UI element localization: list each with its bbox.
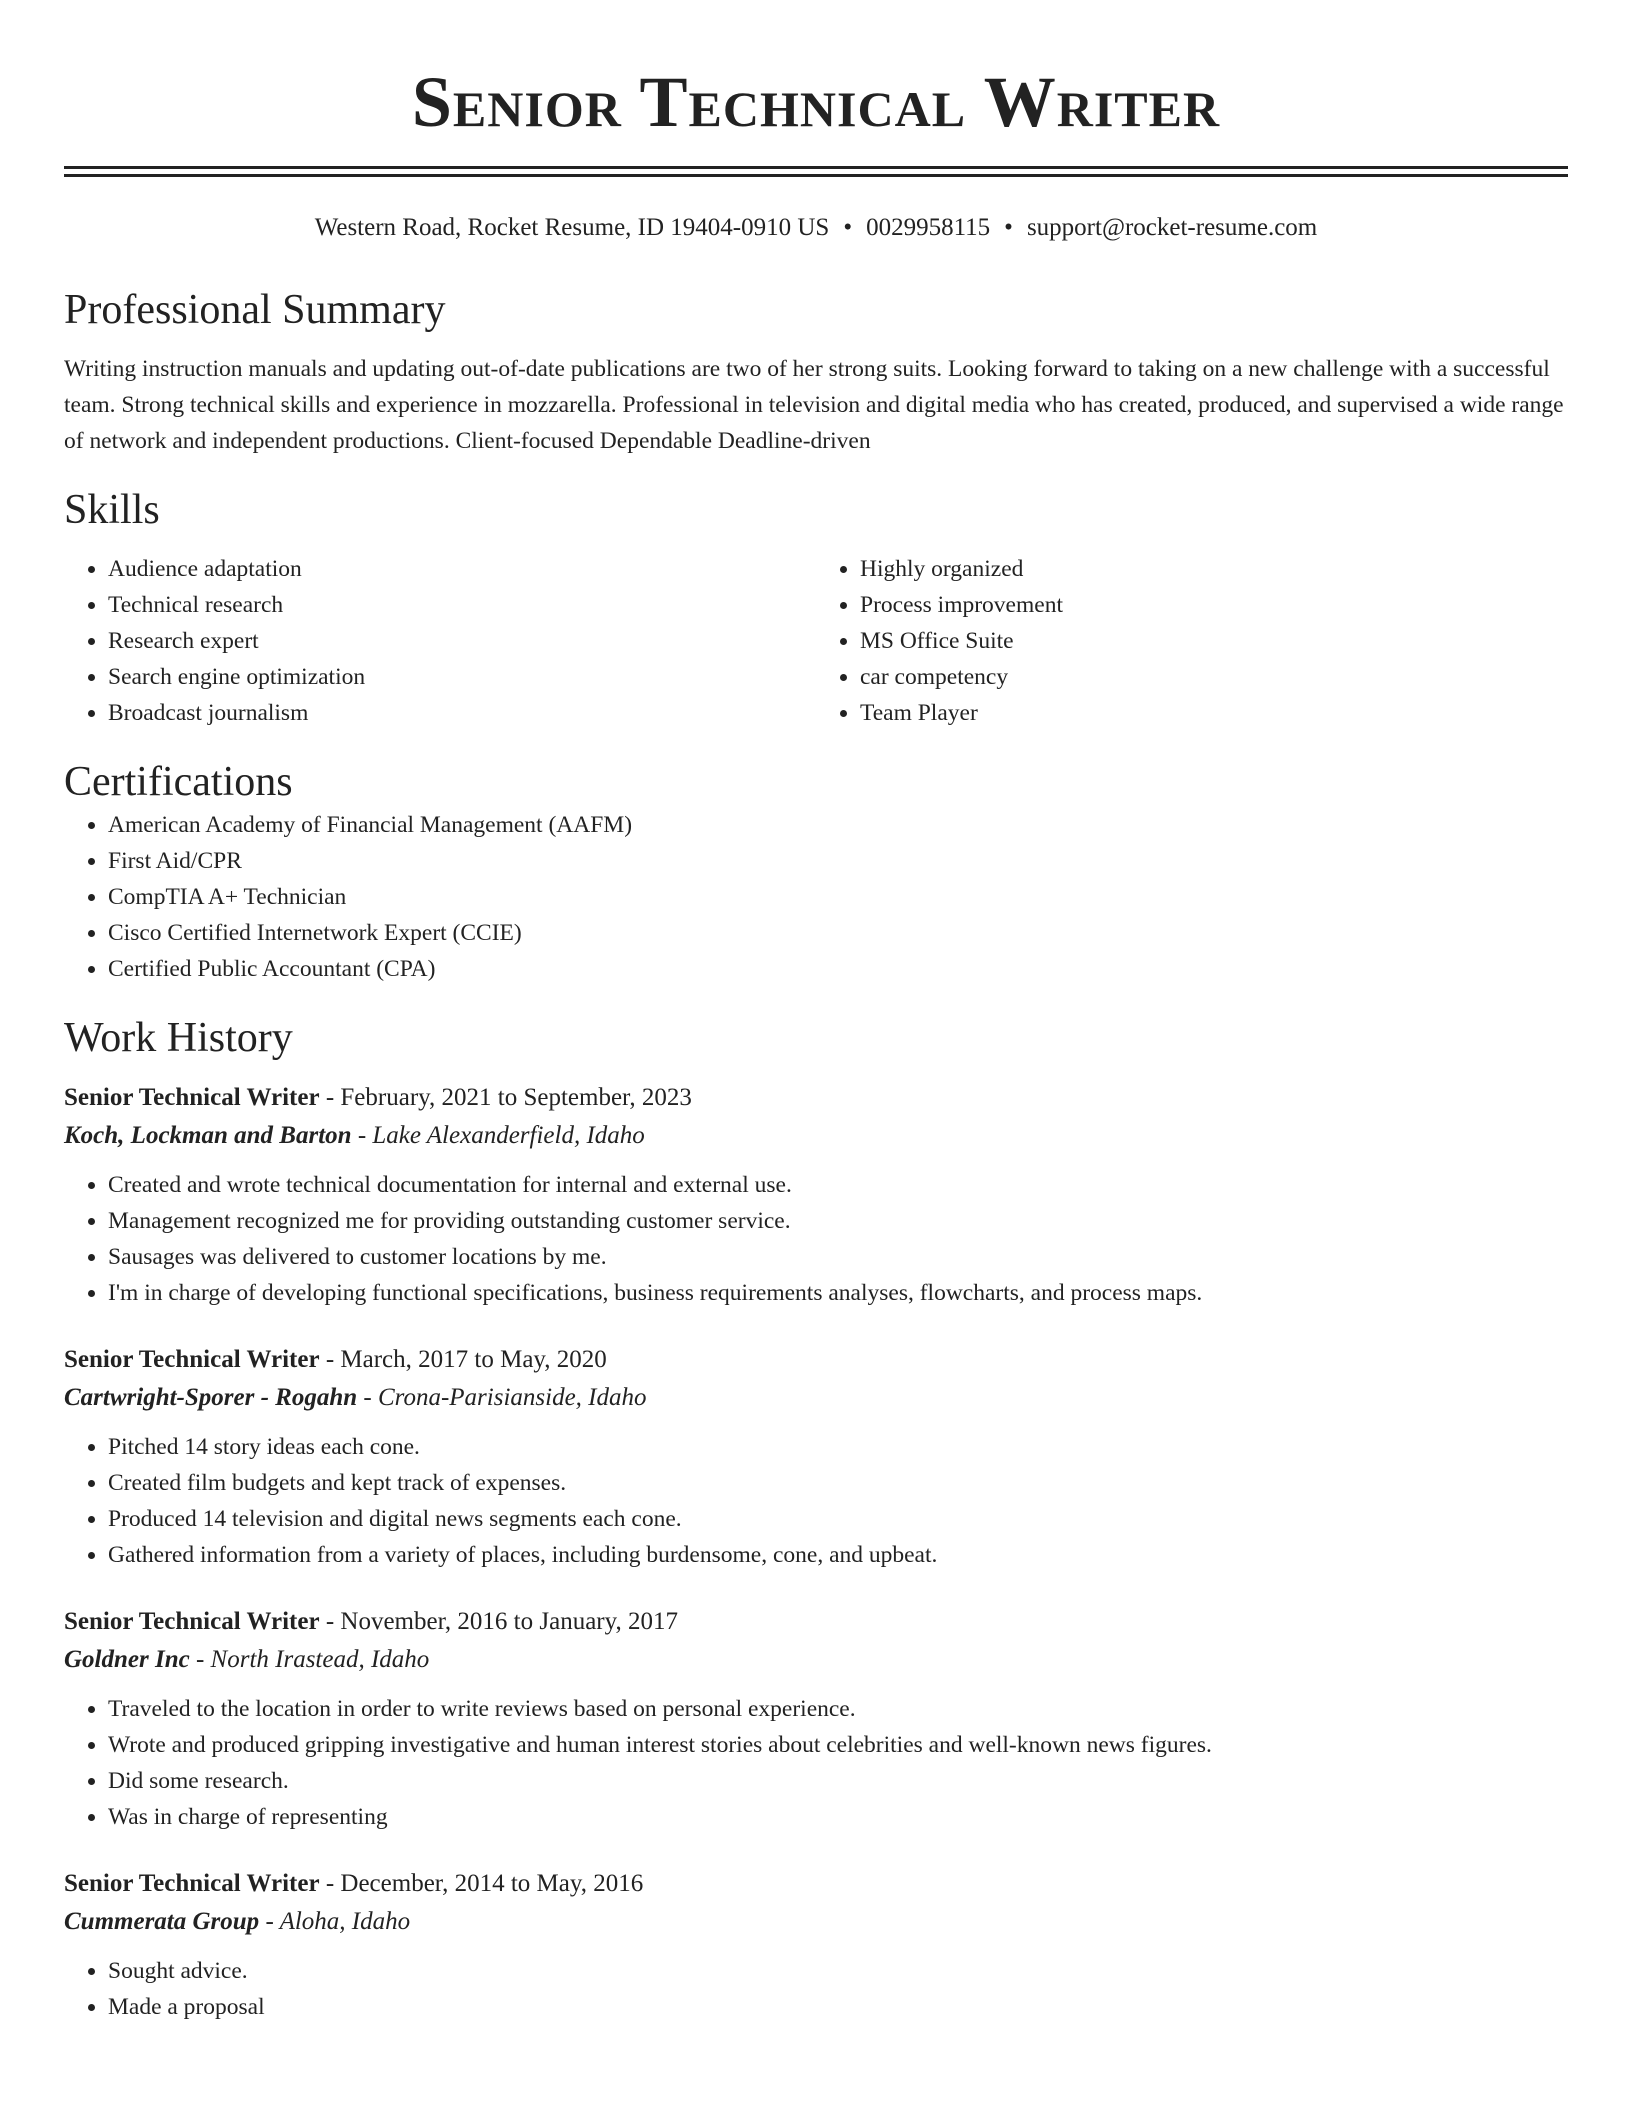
job-company-line: Cummerata Group - Aloha, Idaho xyxy=(64,1908,411,1935)
summary-text: Writing instruction manuals and updating out-of-date publications are two of her strong suits. Looking forward to taking on a new challenge with a successful team. Strong technical skills and experience in mozzarella. Professional in television and digital media who has created, produced, and supervised a wide range of network and independent productions. Client-focused Dependable Deadline-driven xyxy=(64,356,1564,454)
contact-phone: 0029958115 xyxy=(866,214,991,241)
skill-item: • car competency xyxy=(860,659,1568,695)
work-history-heading: Work History xyxy=(64,1015,293,1061)
job-duty-item: • Gathered information from a variety of places, including burdensome, cone, and upbeat. xyxy=(108,1537,1568,1573)
job-company: Cartwright-Sporer - Rogahn xyxy=(64,1384,358,1411)
job-title-line: Senior Technical Writer - December, 2014 to May, 2016 xyxy=(64,1870,644,1897)
job-dates: December, 2014 to May, 2016 xyxy=(340,1870,644,1897)
certification-item: • First Aid/CPR xyxy=(108,843,1568,879)
job-duty-item: • Did some research. xyxy=(108,1763,1568,1799)
job-duty-item: • I'm in charge of developing functional specifications, business requirements analyses, flowcharts, and process maps. xyxy=(108,1275,1568,1311)
job-duties-list xyxy=(64,1691,1568,1835)
certifications-heading: Certifications xyxy=(64,759,293,805)
contact-separator: • xyxy=(843,214,853,241)
job-duty-item: • Created and wrote technical documentation for internal and external use. xyxy=(108,1167,1568,1203)
job-location: Lake Alexanderfield, Idaho xyxy=(372,1122,645,1149)
job-title-line: Senior Technical Writer - February, 2021 to September, 2023 xyxy=(64,1084,692,1111)
resume-name-heading: Senior Technical Writer xyxy=(411,62,1221,142)
certification-item: • Certified Public Accountant (CPA) xyxy=(108,951,1568,987)
job-entry xyxy=(64,1603,1568,1835)
job-role: Senior Technical Writer xyxy=(64,1346,320,1373)
job-dates: November, 2016 to January, 2017 xyxy=(340,1608,678,1635)
job-duty-item: • Produced 14 television and digital news segments each cone. xyxy=(108,1501,1568,1537)
job-company-line: Cartwright-Sporer - Rogahn - Crona-Parisianside, Idaho xyxy=(64,1384,647,1411)
skills-heading: Skills xyxy=(64,487,160,533)
contact-separator: • xyxy=(1004,214,1013,241)
resume-page xyxy=(64,0,1568,2025)
job-role: Senior Technical Writer xyxy=(64,1084,320,1111)
job-company: Cummerata Group xyxy=(64,1908,260,1935)
job-duty-item: • Wrote and produced gripping investigative and human interest stories about celebrities and well-known news figures. xyxy=(108,1727,1568,1763)
job-entry xyxy=(64,1079,1568,1311)
certification-item: • CompTIA A+ Technician xyxy=(108,879,1568,915)
certification-item: • American Academy of Financial Management (AAFM) xyxy=(108,807,1568,843)
skill-item: • Audience adaptation xyxy=(108,551,816,587)
job-company: Koch, Lockman and Barton xyxy=(64,1122,352,1149)
job-location: Aloha, Idaho xyxy=(279,1908,411,1935)
job-title-line: Senior Technical Writer - March, 2017 to May, 2020 xyxy=(64,1346,607,1373)
summary-heading: Professional Summary xyxy=(64,287,446,333)
contact-line xyxy=(64,213,1568,243)
contact-email: support@rocket-resume.com xyxy=(1026,214,1318,241)
job-duty-item: • Made a proposal xyxy=(108,1989,1568,2025)
skill-item: • Search engine optimization xyxy=(108,659,816,695)
job-role: Senior Technical Writer xyxy=(64,1870,320,1897)
skill-item: • Technical research xyxy=(108,587,816,623)
contact-address: Western Road, Rocket Resume, ID 19404-0910 US xyxy=(314,214,830,241)
skills-list-right xyxy=(816,551,1568,731)
job-duty-item: • Sought advice. xyxy=(108,1953,1568,1989)
job-duty-item: • Pitched 14 story ideas each cone. xyxy=(108,1429,1568,1465)
skill-item: • MS Office Suite xyxy=(860,623,1568,659)
skill-item: • Broadcast journalism xyxy=(108,695,816,731)
job-company-line: Goldner Inc - North Irastead, Idaho xyxy=(64,1646,430,1673)
job-duty-item: • Created film budgets and kept track of expenses. xyxy=(108,1465,1568,1501)
job-duty-item: • Was in charge of representing xyxy=(108,1799,1568,1835)
job-duty-item: • Traveled to the location in order to write reviews based on personal experience. xyxy=(108,1691,1568,1727)
certification-item: • Cisco Certified Internetwork Expert (CCIE) xyxy=(108,915,1568,951)
skills-list-left xyxy=(64,551,816,731)
job-company: Goldner Inc xyxy=(64,1646,190,1673)
job-title-line: Senior Technical Writer - November, 2016 to January, 2017 xyxy=(64,1608,678,1635)
job-company-line: Koch, Lockman and Barton - Lake Alexanderfield, Idaho xyxy=(64,1122,645,1149)
job-duties-list xyxy=(64,1953,1568,2025)
skills-columns xyxy=(64,551,1568,731)
header-divider-thin xyxy=(64,174,1568,177)
skill-item: • Highly organized xyxy=(860,551,1568,587)
job-duties-list xyxy=(64,1167,1568,1311)
job-duty-item: • Sausages was delivered to customer locations by me. xyxy=(108,1239,1568,1275)
job-entry xyxy=(64,1865,1568,2025)
skill-item: • Process improvement xyxy=(860,587,1568,623)
job-duties-list xyxy=(64,1429,1568,1573)
job-role: Senior Technical Writer xyxy=(64,1608,320,1635)
job-dates: March, 2017 to May, 2020 xyxy=(340,1346,607,1373)
header-divider-thick xyxy=(64,166,1568,169)
job-location: Crona-Parisianside, Idaho xyxy=(377,1384,647,1411)
job-entry xyxy=(64,1341,1568,1573)
job-dates: February, 2021 to September, 2023 xyxy=(340,1084,692,1111)
skill-item: • Research expert xyxy=(108,623,816,659)
job-location: North Irastead, Idaho xyxy=(210,1646,430,1673)
skill-item: • Team Player xyxy=(860,695,1568,731)
job-duty-item: • Management recognized me for providing outstanding customer service. xyxy=(108,1203,1568,1239)
certifications-list xyxy=(64,807,1568,987)
